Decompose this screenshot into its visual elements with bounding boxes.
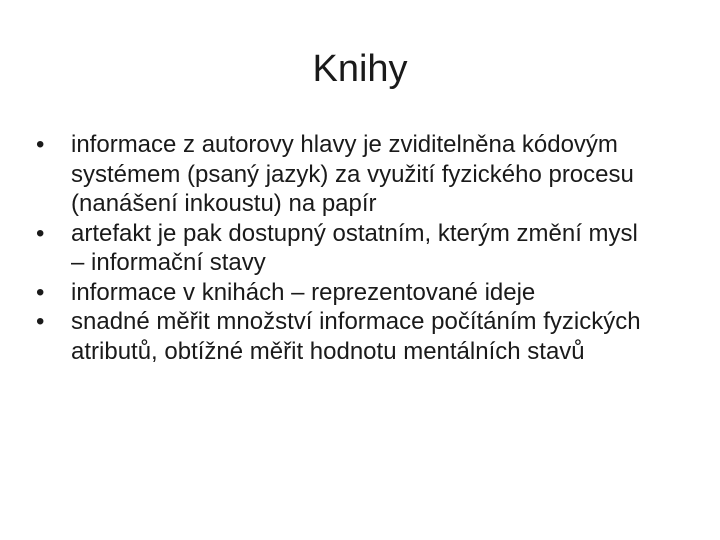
- bullet-text: informace v knihách – reprezentované ideje: [71, 278, 536, 306]
- bullet-dot-icon: •: [36, 308, 45, 335]
- bullet-text: informace z autorovy hlavy je zviditelněna kódovým systémem (psaný jazyk) za využití fyzického procesu (nanášení inkoustu) na papír: [71, 131, 634, 217]
- bullet-list: [36, 130, 656, 366]
- bullet-dot-icon: •: [36, 278, 45, 306]
- bullet-item: [36, 219, 656, 278]
- bullet-dot-icon: •: [36, 219, 45, 247]
- slide-title: Knihy: [312, 48, 408, 90]
- bullet-dot-icon: •: [36, 131, 45, 158]
- bullet-text: artefakt je pak dostupný ostatním, kterým změní mysl – informační stavy: [71, 219, 638, 276]
- bullet-item: [36, 278, 656, 308]
- bullet-text: snadné měřit množství informace počítáním fyzických atributů, obtížné měřit hodnotu mentálních stavů: [71, 308, 641, 365]
- bullet-item: [36, 307, 656, 366]
- bullet-item: [36, 130, 656, 219]
